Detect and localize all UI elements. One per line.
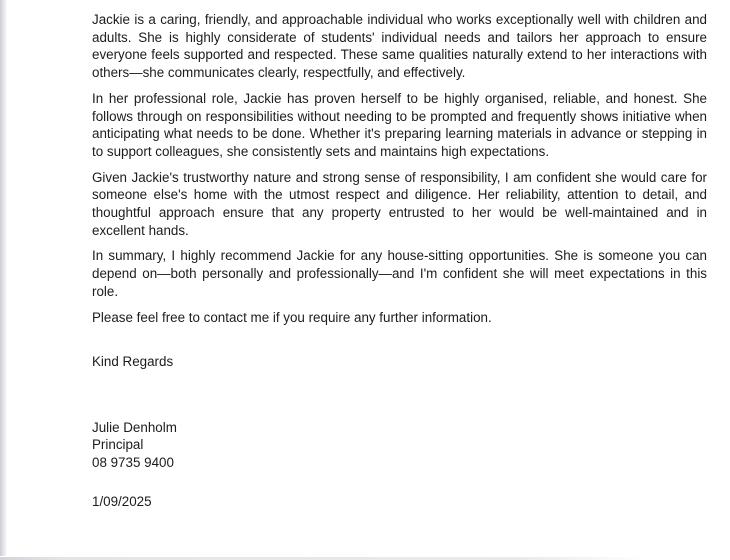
letter-paragraph-professional: In her professional role, Jackie has proven herself to be highly organised, reliable, and honest. She follows through on responsibilities without needing to be prompted and frequently shows initiative when anticipating what needs to be done. Whether it's preparing learning materials in advance or stepping in to support colleagues, she consistently sets and maintains high expectations. xyxy=(92,90,707,159)
letter-closing: Kind Regards xyxy=(92,354,174,370)
letter-body xyxy=(92,11,707,519)
signatory-phone: 08 9735 9400 xyxy=(92,454,174,470)
signatory-title: Principal xyxy=(92,437,144,453)
signature-block xyxy=(92,419,707,472)
letter-date: 1/09/2025 xyxy=(92,494,152,510)
letter-paragraph-summary: In summary, I highly recommend Jackie for any house-sitting opportunities. She is someone you can depend on—both personally and professionally—and I'm confident she will meet expectations in this role. xyxy=(92,248,707,299)
letter-contact-note: Please feel free to contact me if you require any further information. xyxy=(92,309,492,325)
page-left-edge xyxy=(0,0,7,556)
letter-paragraph-character: Jackie is a caring, friendly, and approachable individual who works exceptionally well with children and adults. She is highly considerate of students' individual needs and tailors her approach to ensure everyone feels supported and respected. These same qualities naturally extend to her interactions with others—she communicates clearly, respectfully, and effectively. xyxy=(92,12,707,81)
signatory-name: Julie Denholm xyxy=(92,419,177,435)
letter-paragraph-trustworthy: Given Jackie's trustworthy nature and strong sense of responsibility, I am confident she would care for someone else's home with the utmost respect and diligence. Her reliability, attention to detail, and thoughtful approach ensure that any property entrusted to her would be well-maintained and in excellent hands. xyxy=(92,169,707,238)
